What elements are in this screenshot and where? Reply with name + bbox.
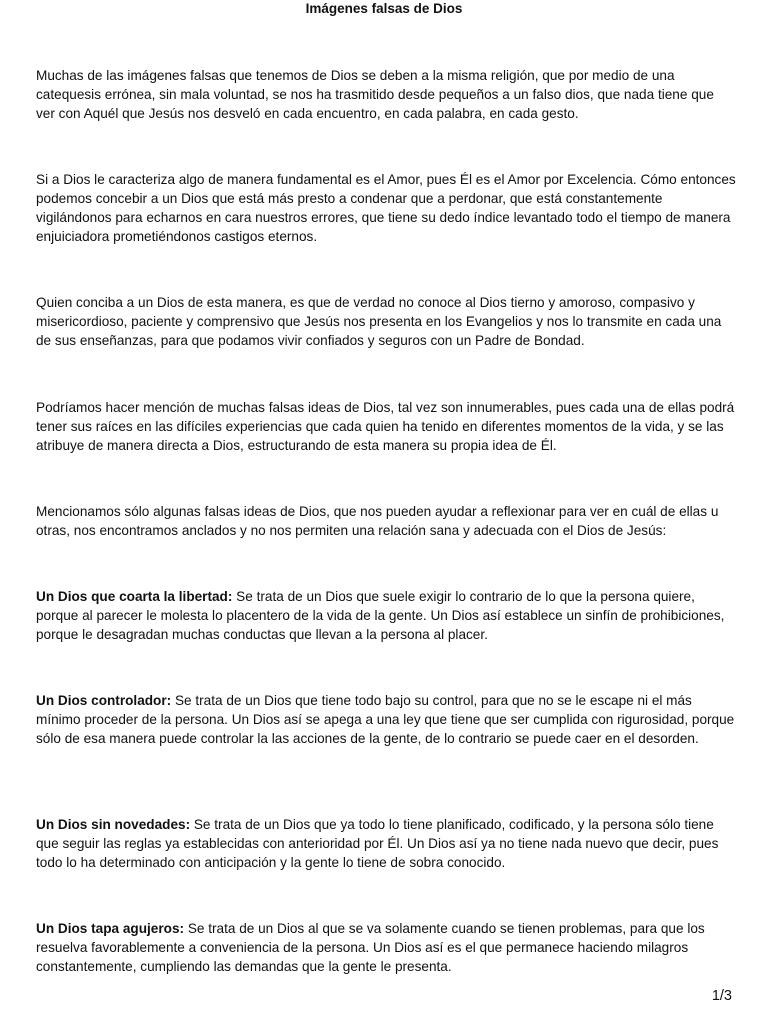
paragraph-text: Podríamos hacer mención de muchas falsas ideas de Dios, tal vez son innumerables, pues cada una de ellas podrá tener sus raíces en las difíciles experiencias que cada quien ha tenido en diferentes momentos de la vida, y se las atribuye de manera directa a Dios, estructurando de esta manera su propia idea de Él. — [36, 400, 735, 453]
paragraph-5 — [36, 502, 736, 540]
paragraph-sin-novedades — [36, 815, 736, 872]
paragraph-text: Se trata de un Dios que tiene todo bajo su control, para que no se le escape ni el más mínimo proceder de la persona. Un Dios así se apega a una ley que tiene que ser cumplida con rigurosidad, porque sólo de esa manera puede controlar la las acciones de la gente, de lo contrario se puede caer en el desorden. — [36, 693, 735, 746]
paragraph-text: Muchas de las imágenes falsas que tenemos de Dios se deben a la misma religión, que por medio de una catequesis errónea, sin mala voluntad, se nos ha trasmitido desde pequeños a un falso dios, que nada tiene que ver con Aquél que Jesús nos desveló en cada encuentro, en cada palabra, en cada gesto. — [36, 68, 714, 121]
paragraph-3 — [36, 293, 736, 350]
paragraph-2 — [36, 170, 736, 246]
document-title: Imágenes falsas de Dios — [305, 1, 463, 16]
page-number: 1/3 — [711, 988, 732, 1004]
paragraph-text: Se trata de un Dios que ya todo lo tiene planificado, codificado, y la persona sólo tiene que seguir las reglas ya establecidas con anterioridad por Él. Un Dios así ya no tiene nada nuevo que decir, pues todo lo ha determinado con anticipación y la gente lo tiene de sobra conocido. — [36, 817, 719, 870]
paragraph-heading: Un Dios sin novedades: — [36, 817, 191, 832]
paragraph-text: Se trata de un Dios que suele exigir lo contrario de lo que la persona quiere, porque al parecer le molesta lo placentero de la vida de la gente. Un Dios así establece un sinfín de prohibiciones, porque le desagradan muchas conductas que llevan a la persona al placer. — [36, 589, 725, 642]
paragraph-libertad — [36, 587, 736, 644]
paragraph-1 — [36, 66, 736, 123]
paragraph-heading: Un Dios que coarta la libertad: — [36, 589, 233, 604]
paragraph-text: Si a Dios le caracteriza algo de manera fundamental es el Amor, pues Él es el Amor por Excelencia. Cómo entonces podemos concebir a un Dios que está más presto a condenar que a perdonar, que está constantemente vigilándonos para echarnos en cara nuestros errores, que tiene su dedo índice levantado todo el tiempo de manera enjuiciadora prometiéndonos castigos eternos. — [36, 172, 736, 244]
paragraph-text: Quien conciba a un Dios de esta manera, es que de verdad no conoce al Dios tierno y amoroso, compasivo y misericordioso, paciente y comprensivo que Jesús nos presenta en los Evangelios y nos lo transmite en cada una de sus enseñanzas, para que podamos vivir confiados y seguros con un Padre de Bondad. — [36, 295, 722, 348]
paragraph-tapa-agujeros — [36, 919, 736, 976]
paragraph-heading: Un Dios tapa agujeros: — [36, 921, 185, 936]
paragraph-text: Se trata de un Dios al que se va solamente cuando se tienen problemas, para que los resuelva favorablemente a conveniencia de la persona. Un Dios así es el que permanece haciendo milagros constantemente, cumpliendo las demandas que la gente le presenta. — [36, 921, 705, 974]
paragraph-4 — [36, 398, 736, 455]
paragraph-heading: Un Dios controlador: — [36, 693, 172, 708]
paragraph-controlador — [36, 691, 736, 748]
paragraph-text: Mencionamos sólo algunas falsas ideas de Dios, que nos pueden ayudar a reflexionar para ver en cuál de ellas u otras, nos encontramos anclados y no nos permiten una relación sana y adecuada con el Dios de Jesús: — [36, 504, 719, 538]
